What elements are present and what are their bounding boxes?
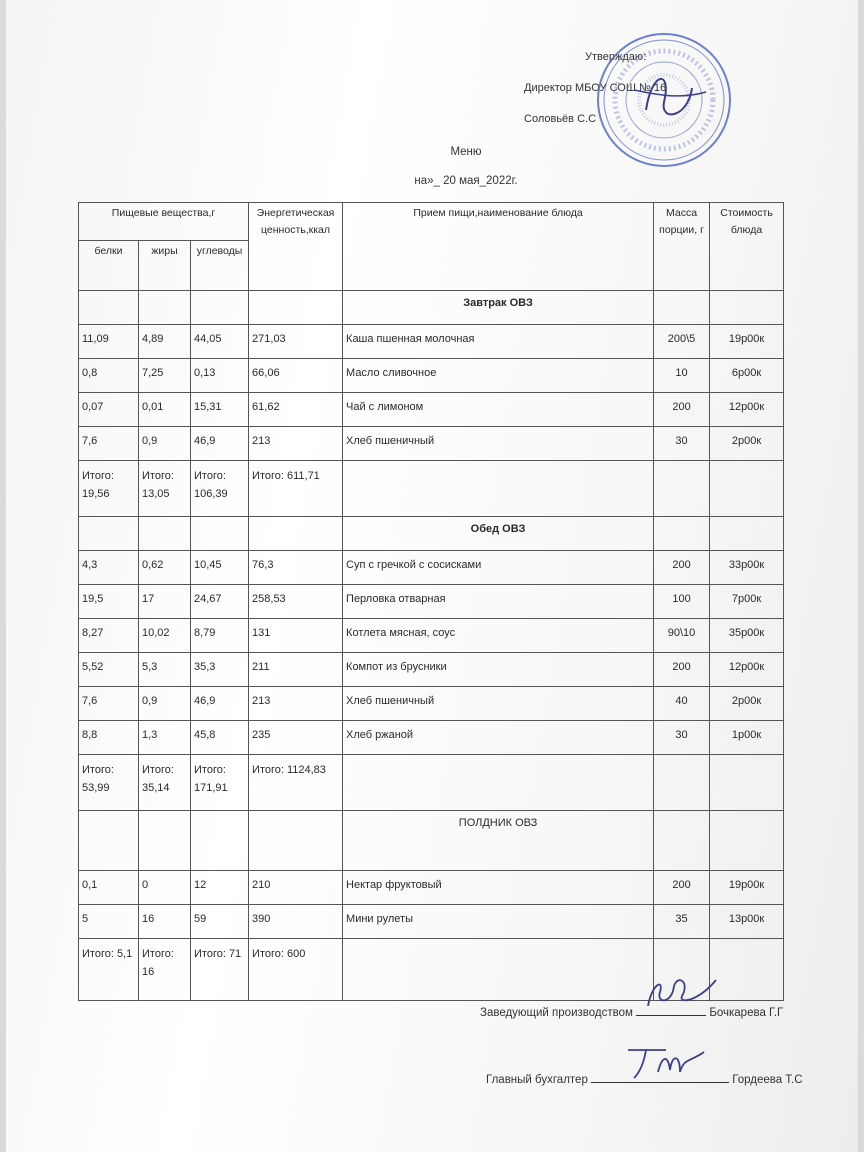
energy-cell: 235: [249, 721, 343, 755]
dish-name-cell: Хлеб пшеничный: [343, 427, 654, 461]
proteins-cell: 0,8: [79, 359, 139, 393]
empty-cell: [79, 291, 139, 325]
cost-header: Стоимость блюда: [710, 203, 784, 291]
table-row: [79, 653, 784, 687]
section-title: Обед ОВЗ: [343, 517, 654, 551]
dish-name-cell: Хлеб ржаной: [343, 721, 654, 755]
cost-cell: 2р00к: [710, 687, 784, 721]
production-signature: [642, 974, 722, 1014]
carbs-cell: 8,79: [191, 619, 249, 653]
empty-cell: [654, 291, 710, 325]
mass-cell: 40: [654, 687, 710, 721]
mass-cell: 200: [654, 551, 710, 585]
nutrients-header: Пищевые вещества,г: [79, 203, 249, 241]
mass-cell: 10: [654, 359, 710, 393]
energy-cell: 66,06: [249, 359, 343, 393]
fats-cell: 7,25: [139, 359, 191, 393]
mass-cell: 100: [654, 585, 710, 619]
fats-cell: 10,02: [139, 619, 191, 653]
mass-cell: 200\5: [654, 325, 710, 359]
table-row: [79, 359, 784, 393]
dish-name-cell: Суп с гречкой с сосисками: [343, 551, 654, 585]
official-stamp: [594, 30, 734, 170]
mass-cell: 30: [654, 427, 710, 461]
empty-cell: [249, 291, 343, 325]
proteins-cell: 7,6: [79, 687, 139, 721]
empty-cell: [139, 291, 191, 325]
energy-cell: 213: [249, 687, 343, 721]
proteins-cell: 8,27: [79, 619, 139, 653]
dish-name-cell: Компот из брусники: [343, 653, 654, 687]
table-row: [79, 551, 784, 585]
director-title: Директор МБОУ СОШ № 16: [524, 82, 667, 94]
proteins-cell: 0,07: [79, 393, 139, 427]
energy-cell: 271,03: [249, 325, 343, 359]
carbs-cell: 46,9: [191, 687, 249, 721]
empty-cell: [249, 811, 343, 871]
proteins-cell: 0,1: [79, 871, 139, 905]
cost-cell: 13р00к: [710, 905, 784, 939]
section-header-row: [79, 517, 784, 551]
total-proteins-cell: Итого: 5,1: [79, 939, 139, 1001]
table-row: [79, 905, 784, 939]
carbs-cell: 10,45: [191, 551, 249, 585]
cost-cell: 6р00к: [710, 359, 784, 393]
fats-cell: 0,9: [139, 687, 191, 721]
table-row: [79, 427, 784, 461]
empty-cell: [191, 517, 249, 551]
proteins-cell: 19,5: [79, 585, 139, 619]
menu-title: Меню: [450, 146, 482, 158]
energy-cell: 390: [249, 905, 343, 939]
empty-cell: [139, 517, 191, 551]
carbs-cell: 24,67: [191, 585, 249, 619]
carbs-cell: 15,31: [191, 393, 249, 427]
fats-cell: 5,3: [139, 653, 191, 687]
total-carbs-cell: Итого: 71: [191, 939, 249, 1001]
table-row: [79, 871, 784, 905]
empty-cell: [343, 755, 654, 811]
section-title: Завтрак ОВЗ: [343, 291, 654, 325]
energy-header: Энергетическая ценность,ккал: [249, 203, 343, 291]
energy-cell: 258,53: [249, 585, 343, 619]
director-name: Соловьёв С.С: [524, 113, 597, 125]
energy-cell: 213: [249, 427, 343, 461]
dish-name-cell: Каша пшенная молочная: [343, 325, 654, 359]
mass-cell: 200: [654, 653, 710, 687]
production-signature-line: [480, 1003, 783, 1019]
empty-cell: [249, 517, 343, 551]
cost-cell: 7р00к: [710, 585, 784, 619]
accountant-label: Главный бухгалтер: [486, 1074, 588, 1086]
empty-cell: [654, 461, 710, 517]
empty-cell: [710, 755, 784, 811]
energy-cell: 210: [249, 871, 343, 905]
fats-cell: 16: [139, 905, 191, 939]
total-fats-cell: Итого: 16: [139, 939, 191, 1001]
fats-cell: 0,01: [139, 393, 191, 427]
carbs-cell: 0,13: [191, 359, 249, 393]
energy-cell: 76,3: [249, 551, 343, 585]
production-label: Заведующий производством: [480, 1007, 633, 1019]
carbs-cell: 12: [191, 871, 249, 905]
empty-cell: [343, 939, 654, 1001]
mass-cell: 90\10: [654, 619, 710, 653]
proteins-cell: 11,09: [79, 325, 139, 359]
document-page: [6, 0, 858, 1152]
cost-cell: 12р00к: [710, 393, 784, 427]
empty-cell: [710, 461, 784, 517]
mass-cell: 35: [654, 905, 710, 939]
total-energy-cell: Итого: 611,71: [249, 461, 343, 517]
carbs-cell: 44,05: [191, 325, 249, 359]
section-header-row: [79, 291, 784, 325]
fats-header: жиры: [139, 241, 191, 291]
mass-cell: 200: [654, 393, 710, 427]
fats-cell: 17: [139, 585, 191, 619]
proteins-header: белки: [79, 241, 139, 291]
table-row: [79, 619, 784, 653]
cost-cell: 1р00к: [710, 721, 784, 755]
energy-cell: 131: [249, 619, 343, 653]
empty-cell: [710, 291, 784, 325]
dish-name-cell: Масло сливочное: [343, 359, 654, 393]
dish-name-cell: Чай с лимоном: [343, 393, 654, 427]
total-carbs-cell: Итого: 171,91: [191, 755, 249, 811]
section-title: ПОЛДНИК ОВЗ: [343, 811, 654, 871]
proteins-cell: 8,8: [79, 721, 139, 755]
fats-cell: 1,3: [139, 721, 191, 755]
table-row: [79, 393, 784, 427]
empty-cell: [191, 291, 249, 325]
empty-cell: [343, 461, 654, 517]
accountant-name: Гордеева Т.С: [732, 1074, 803, 1086]
dish-name-cell: Нектар фруктовый: [343, 871, 654, 905]
fats-cell: 0,9: [139, 427, 191, 461]
dish-name-cell: Хлеб пшеничный: [343, 687, 654, 721]
empty-cell: [191, 811, 249, 871]
carbs-cell: 35,3: [191, 653, 249, 687]
cost-cell: 35р00к: [710, 619, 784, 653]
total-row: [79, 461, 784, 517]
total-energy-cell: Итого: 600: [249, 939, 343, 1001]
menu-date: на»_ 20 мая_2022г.: [414, 175, 518, 187]
fats-cell: 4,89: [139, 325, 191, 359]
empty-cell: [654, 755, 710, 811]
approve-label: Утверждаю:: [585, 51, 647, 63]
cost-cell: 19р00к: [710, 871, 784, 905]
production-name: Бочкарева Г.Г: [709, 1007, 784, 1019]
mass-header: Масса порции, г: [654, 203, 710, 291]
total-fats-cell: Итого: 35,14: [139, 755, 191, 811]
carbs-cell: 46,9: [191, 427, 249, 461]
empty-cell: [139, 811, 191, 871]
proteins-cell: 5,52: [79, 653, 139, 687]
menu-table: [78, 202, 784, 1001]
cost-cell: 12р00к: [710, 653, 784, 687]
empty-cell: [710, 517, 784, 551]
table-row: [79, 721, 784, 755]
meal-header: Прием пищи,наименование блюда: [343, 203, 654, 291]
mass-cell: 200: [654, 871, 710, 905]
dish-name-cell: Мини рулеты: [343, 905, 654, 939]
proteins-cell: 5: [79, 905, 139, 939]
fats-cell: 0: [139, 871, 191, 905]
energy-cell: 61,62: [249, 393, 343, 427]
mass-cell: 30: [654, 721, 710, 755]
carbs-cell: 59: [191, 905, 249, 939]
section-header-row: [79, 811, 784, 871]
total-fats-cell: Итого: 13,05: [139, 461, 191, 517]
total-proteins-cell: Итого: 53,99: [79, 755, 139, 811]
empty-cell: [710, 811, 784, 871]
table-row: [79, 687, 784, 721]
total-row: [79, 755, 784, 811]
dish-name-cell: Перловка отварная: [343, 585, 654, 619]
empty-cell: [654, 811, 710, 871]
total-proteins-cell: Итого: 19,56: [79, 461, 139, 517]
cost-cell: 2р00к: [710, 427, 784, 461]
cost-cell: 19р00к: [710, 325, 784, 359]
carbs-cell: 45,8: [191, 721, 249, 755]
table-row: [79, 585, 784, 619]
table-row: [79, 325, 784, 359]
accountant-signature: [618, 1042, 708, 1082]
empty-cell: [79, 811, 139, 871]
empty-cell: [654, 517, 710, 551]
cost-cell: 33р00к: [710, 551, 784, 585]
total-carbs-cell: Итого: 106,39: [191, 461, 249, 517]
empty-cell: [79, 517, 139, 551]
carbs-header: углеводы: [191, 241, 249, 291]
proteins-cell: 7,6: [79, 427, 139, 461]
fats-cell: 0,62: [139, 551, 191, 585]
total-energy-cell: Итого: 1124,83: [249, 755, 343, 811]
proteins-cell: 4,3: [79, 551, 139, 585]
energy-cell: 211: [249, 653, 343, 687]
dish-name-cell: Котлета мясная, соус: [343, 619, 654, 653]
